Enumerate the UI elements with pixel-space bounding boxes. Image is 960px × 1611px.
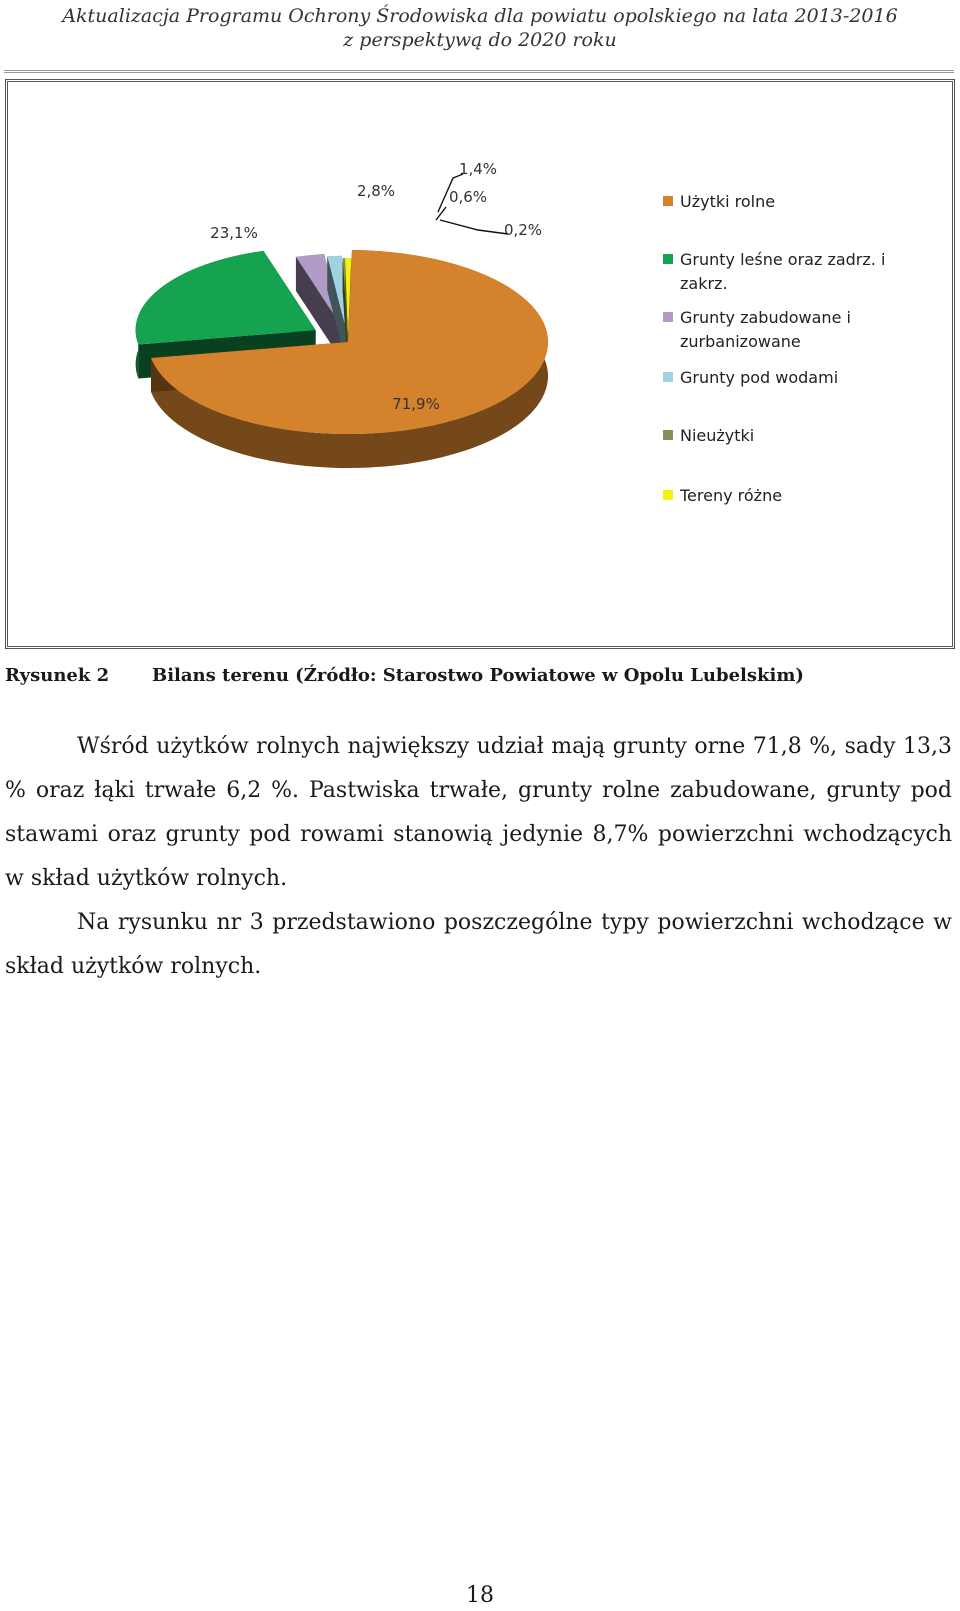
pie-data-label: 71,9% <box>392 395 440 413</box>
legend-item <box>663 248 930 296</box>
legend-item <box>663 424 930 448</box>
paragraph-2: Na rysunku nr 3 przedstawiono poszczególne typy powierzchni wchodzące w skład użytków rolnych. <box>5 910 952 979</box>
legend-label: Grunty leśne oraz zadrz. i zakrz. <box>680 250 886 293</box>
leader-line <box>440 220 508 234</box>
legend-item <box>663 366 930 390</box>
pie-data-label: 0,2% <box>503 221 543 239</box>
legend-swatch <box>663 312 673 322</box>
legend-label: Użytki rolne <box>680 192 776 211</box>
page-number: 18 <box>466 1583 494 1608</box>
figure-frame <box>5 79 955 649</box>
legend-swatch <box>663 254 673 264</box>
pie-data-label: 2,8% <box>356 182 396 200</box>
legend-item <box>663 306 930 354</box>
legend-swatch <box>663 490 673 500</box>
paragraph-1: Wśród użytków rolnych największy udział mają grunty orne 71,8 %, sady 13,3 % oraz łąki trwałe 6,2 %. Pastwiska trwałe, grunty rolne zabudowane, grunty pod stawami oraz grunty pod rowami stanowią jedynie 8,7% powierzchni wchodzących w skład użytków rolnych. <box>5 734 952 891</box>
header-title-line1: Aktualizacja Programu Ochrony Środowiska dla powiatu opolskiego na lata 2013-2016 <box>62 5 898 27</box>
legend-label: Nieużytki <box>680 426 755 445</box>
header-title-line2: z perspektywą do 2020 roku <box>343 29 617 51</box>
legend-swatch <box>663 196 673 206</box>
legend-item <box>663 190 930 214</box>
pie-data-label: 1,4% <box>458 160 498 178</box>
legend-swatch <box>663 372 673 382</box>
pie-data-label: 23,1% <box>210 224 258 242</box>
leader-line <box>436 207 446 220</box>
pie-chart <box>8 82 952 646</box>
figure-title: Bilans terenu (Źródło: Starostwo Powiatowe w Opolu Lubelskim) <box>152 665 804 686</box>
figure-number: Rysunek 2 <box>5 665 110 686</box>
document-header <box>0 4 960 52</box>
legend-label: Grunty pod wodami <box>680 368 839 387</box>
legend-swatch <box>663 430 673 440</box>
legend-item <box>663 484 930 508</box>
pie-slice <box>136 251 316 345</box>
pie-data-label: 0,6% <box>448 188 488 206</box>
legend-label: Grunty zabudowane i zurbanizowane <box>680 308 851 351</box>
body-text <box>5 725 952 989</box>
legend-label: Tereny różne <box>680 486 783 505</box>
figure-caption <box>5 664 955 688</box>
header-divider <box>4 70 954 73</box>
